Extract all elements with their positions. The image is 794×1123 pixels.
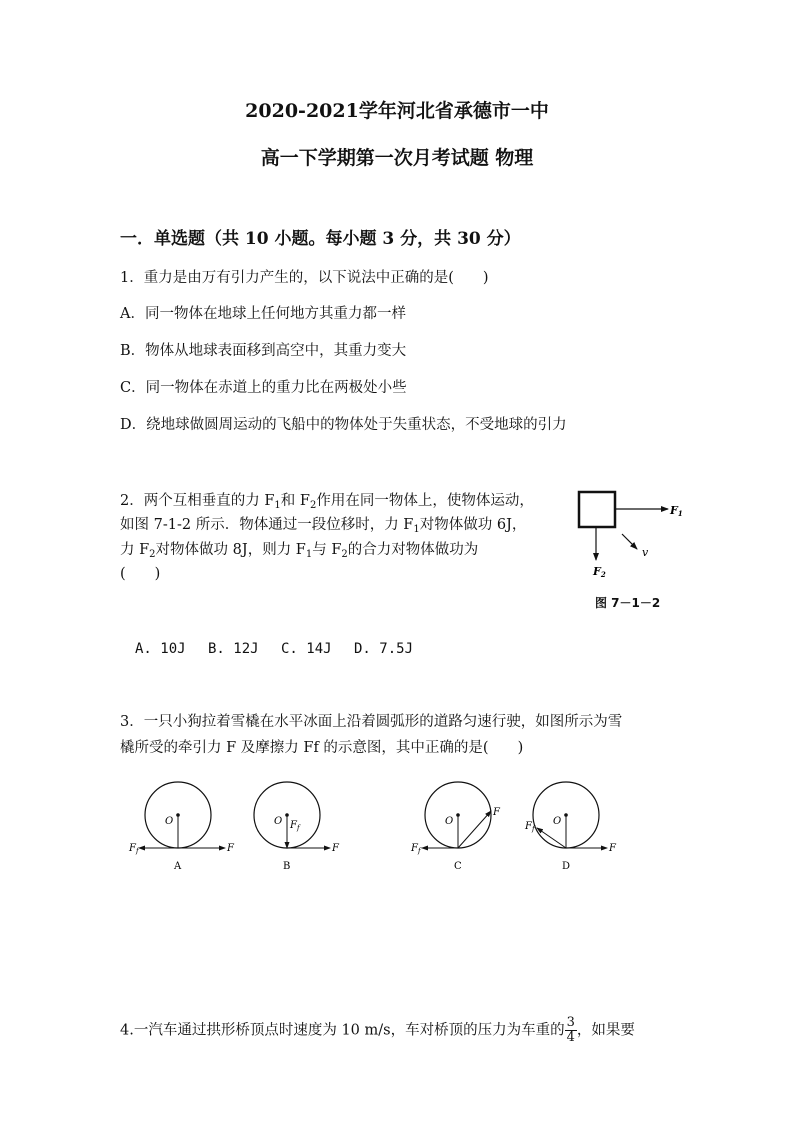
f1-label: F1 <box>670 504 683 518</box>
q3-option-a-diagram <box>128 782 235 872</box>
f2-label: F2 <box>593 565 606 579</box>
v-label: v <box>642 546 649 559</box>
svg-text:F: F <box>332 843 339 854</box>
q3-diagram <box>125 775 615 875</box>
q3-option-c-diagram <box>410 782 501 872</box>
q3-line-2: 橇所受的牵引力 F 及摩擦力 Ff 的示意图，其中正确的是( ) <box>120 740 524 756</box>
q4-line-1: 4.一汽车通过拱形桥顶点时速度为 10 m/s，车对桥顶的压力为车重的 $\frac{3}{4}$ ，如果要 <box>120 1015 635 1045</box>
title-line-1: 2020-2021学年河北省承德市一中 <box>245 100 549 122</box>
choice-label-d: D <box>562 861 571 872</box>
svg-text:Ff: $F_f$ <box>129 843 139 855</box>
q1-option-c: C．同一物体在赤道上的重力比在两极处小些 <box>120 380 407 396</box>
q3-line-1: 3．一只小狗拉着雪橇在水平冰面上沿着圆弧形的道路匀速行驶，如图所示为雪 <box>120 714 623 730</box>
q1-option-d: D．绕地球做圆周运动的飞船中的物体处于失重状态，不受地球的引力 <box>120 417 567 433</box>
q2-line-3: 力 $F_2$对物体做功 8J，则力 $F_1$与 $F_2$的合力对物体做功为 <box>120 542 479 560</box>
svg-text:Ff: $F_f$ <box>411 843 421 855</box>
svg-text:O: O <box>553 816 562 827</box>
svg-text:Ff: $F_f$ <box>290 820 300 832</box>
title-line-2: 高一下学期第一次月考试题 物理 <box>260 147 534 169</box>
q3-option-b-diagram <box>254 782 340 872</box>
svg-text:Ff: $F_f$ <box>525 821 535 833</box>
choice-label-a: A <box>174 861 182 872</box>
choice-label-b: B <box>283 861 291 872</box>
svg-text:F: F <box>227 843 234 854</box>
svg-text:F: F <box>609 843 616 854</box>
svg-text:O: O <box>445 816 454 827</box>
choice-label-c: C <box>454 861 462 872</box>
velocity-arrow <box>622 534 637 549</box>
q2-figure-caption: 图 7－1－2 <box>595 596 661 610</box>
q1-option-a: A．同一物体在地球上任何地方其重力都一样 <box>120 306 406 322</box>
q1-option-b: B．物体从地球表面移到高空中，其重力变大 <box>120 343 407 359</box>
q2-line-2: 如图 7-1-2 所示．物体通过一段位移时，力 $F_1$对物体做功 6J， <box>120 517 527 535</box>
q2-force-figure <box>570 482 700 582</box>
svg-text:F: F <box>493 807 500 818</box>
q2-line-1: 2．两个互相垂直的力 $F_1$和 $F_2$作用在同一物体上，使物体运动， <box>120 493 534 511</box>
q1-stem: 1．重力是由万有引力产生的，以下说法中正确的是( ) <box>120 270 489 286</box>
section-heading: 一．单选题（共 10 小题。每小题 3 分，共 30 分） <box>120 229 521 249</box>
q3-option-d-diagram <box>524 782 617 872</box>
q2-line-4: ( ) <box>120 566 161 582</box>
q2-options: A. 10J B. 12J C. 14J D. 7.5J <box>135 641 414 657</box>
svg-text:O: O <box>165 816 174 827</box>
object-box <box>579 492 615 527</box>
svg-text:O: O <box>274 816 283 827</box>
fraction-three-quarters: $\frac{3}{4}$ <box>566 1015 575 1045</box>
